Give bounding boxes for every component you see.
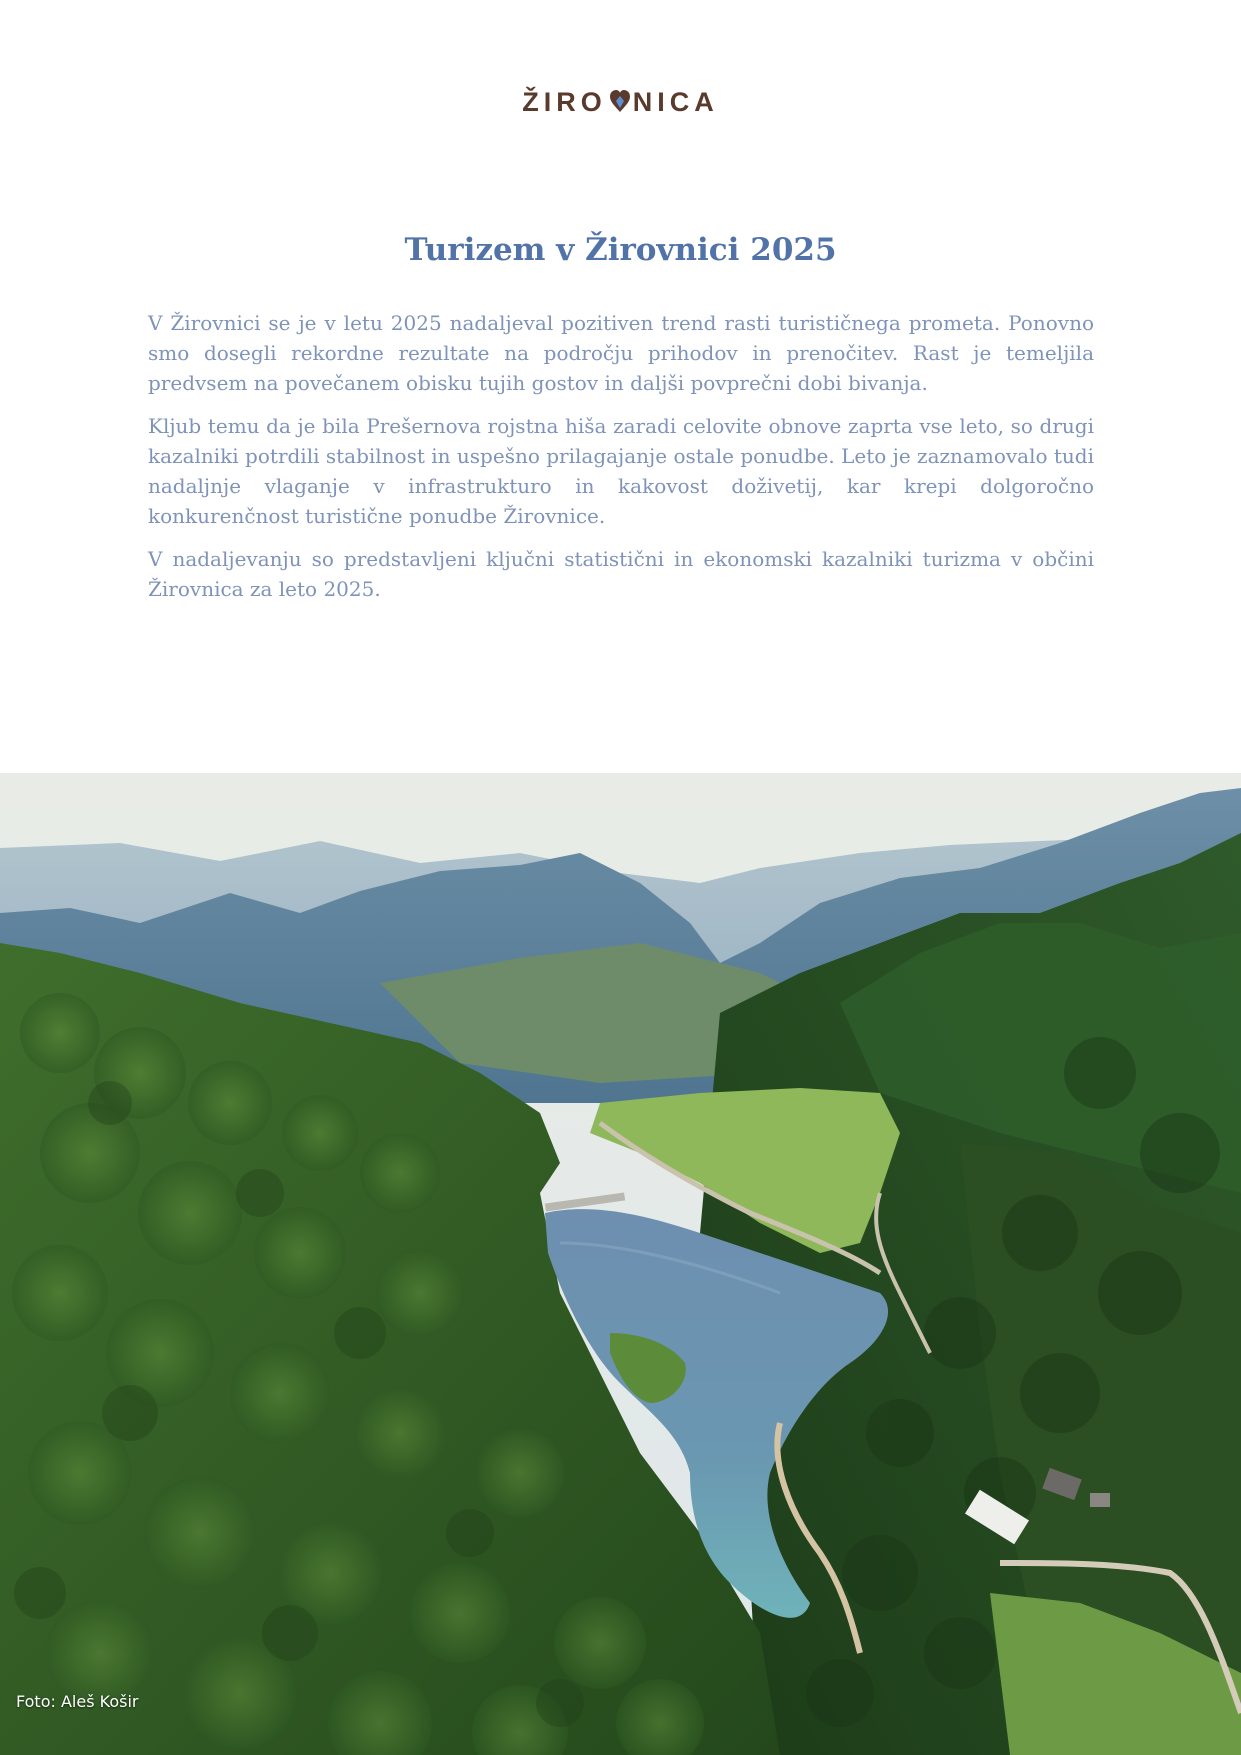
landscape-photo [0, 773, 1241, 1755]
lake-valley-illustration [0, 773, 1241, 1755]
zirovnica-logo [0, 84, 1241, 122]
paragraph: V Žirovnici se je v letu 2025 nadaljeval pozitiven trend rasti turističnega prometa. Ponovno smo dosegli rekordne rezultate na področju prihodov in prenočitev. Rast je temeljila predvsem na povečanem obisku tujih gostov in daljši povprečni dobi bivanja. [148, 311, 1094, 395]
logo-text-right: NICA [632, 87, 719, 117]
photo-credit: Foto: Aleš Košir [16, 1692, 139, 1711]
intro-text [148, 308, 1094, 617]
paragraph: V nadaljevanju so predstavljeni ključni statistični in ekonomski kazalniki turizma v občini Žirovnica za leto 2025. [148, 547, 1094, 601]
page-title: Turizem v Žirovnici 2025 [404, 232, 837, 268]
logo-text-left: ŽIRO [522, 87, 607, 117]
paragraph: Kljub temu da je bila Prešernova rojstna hiša zaradi celovite obnove zaprta vse leto, so drugi kazalniki potrdili stabilnost in uspešno prilagajanje ostale ponudbe. Leto je zaznamovalo tudi nadaljnje vlaganje v infrastrukturo in kakovost doživetij, kar krepi dolgoročno konkurenčnost turistične ponudbe Žirovnice. [148, 414, 1094, 528]
heart-icon [609, 86, 631, 122]
